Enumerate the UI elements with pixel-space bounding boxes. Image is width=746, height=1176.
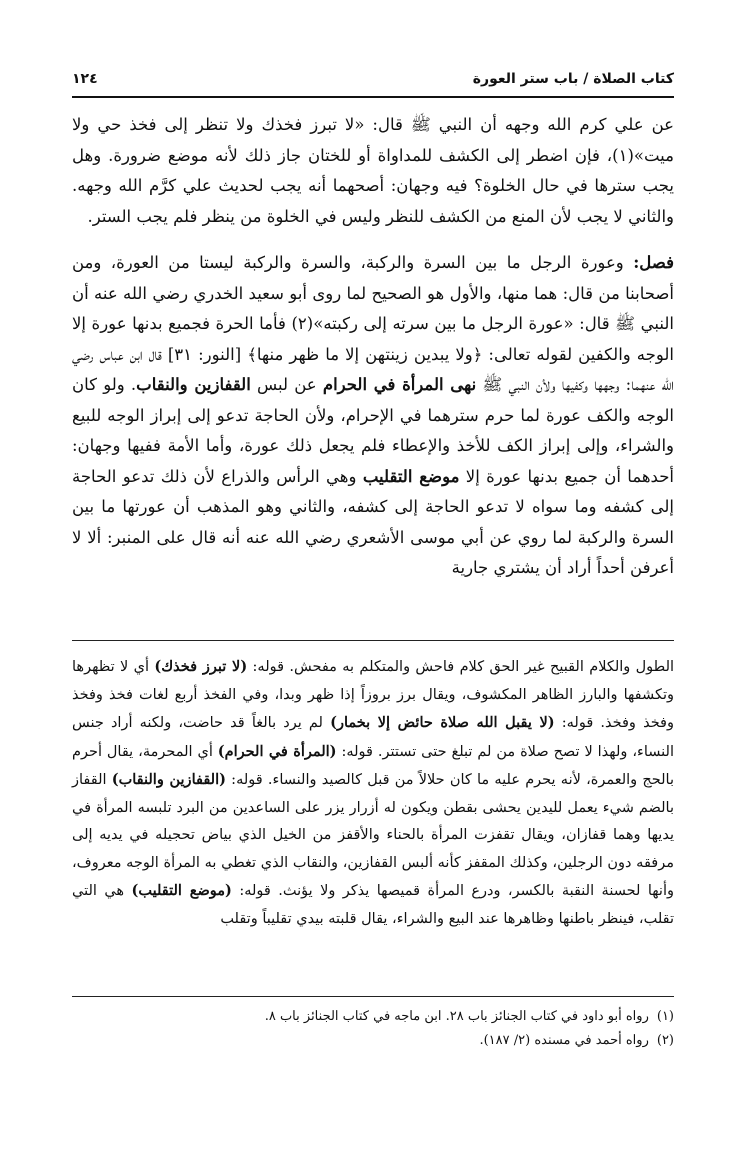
text-run: وعورة الرجل ما بين السرة والركبة، والسرة والركبة ليستا من العورة، ومن أصحابنا من قال: هما منها، والأول هو الصحيح لما روى أبو سعيد الخدري رضي الله عنه أن النبي ﷺ قال: «عورة الرجل ما بين سرته إلى ركبته»(٢) فأما الحرة فجميع بدنها عورة إلا الوجه والكفين لقوله تعالى: ﴿ولا يبدين زينتهن إلا ما ظهر منها﴾ [النور: ٣١] قال ابن عباس رضي الله عنهما: وجهها وكفيها ولأن النبي ﷺ [72,253,674,394]
keyword: (لا تبرز فخذك) [154,658,248,675]
header-divider [72,96,674,98]
keyword: (لا يقبل الله صلاة حائض إلا بخمار) [330,714,555,731]
keyword: نهى المرأة في الحرام [322,375,477,394]
section-lead: فصل: [633,253,674,272]
main-text [72,110,674,584]
text-run: لم يرد بالغاً قد حاضت، ولكنه أراد جنس النساء، ولهذا لا تصح صلاة من لم تبلغ حتى تستتر. قوله: [72,715,674,760]
keyword: (المرأة في الحرام) [217,742,337,760]
footnote-item [72,1029,674,1053]
text-run: القفاز بالضم شيء يعمل لليدين يحشى بقطن ويكون له أزرار يزر على الساعدين من البرد تلبسه المرأة في يديها وهما قفازان، ويقال تقفزت المرأة بالحناء والأقفز من الخيل الذي بياض تحجيله في يديه إلى مرفقه دون الرجلين، وكذلك المقفز كأنه ألبس القفازين، والنقاب الذي تغطي به المرأة الوجه معروف، وأنها لحسنة النقبة بالكسر، ودرع المرأة قميصها يذكر ولا يؤنث. قوله: [72,772,674,899]
text-run: الطول والكلام القبيح غير الحق كلام فاحش والمتكلم به مفحش. قوله: [247,659,675,675]
text-run: وهي الرأس والذراع لأن ذلك تدعو الحاجة إلى كشفه وما سواه لا تدعو الحاجة إلى كشفه، والثاني وهو المذهب أن عورتها ما بين السرة والركبة لما روي عن أبي موسى الأشعري رضي الله عنه أنه قال على المنبر: ألا لا أعرفن أحداً أراد أن يشتري جارية [72,466,674,577]
footnote-item [72,1005,674,1029]
footnote-number: (٢) [656,1033,674,1048]
keyword: (موضع التقليب) [131,882,232,899]
footnote-number: (١) [656,1009,674,1024]
text-run: عن لبس [250,375,323,394]
text-run: أي لا تظهرها وتكشفها والبارز الظاهر المكشوف، ويقال برز بروزاً إذا ظهر وبدا، وفي الفخذ أربع لغات فخذ وفخذ وفخذ وفخذ. قوله: [72,659,674,731]
commentary-divider [72,640,674,641]
keyword: (القفازين والنقاب) [111,771,226,788]
keyword: موضع التقليب [362,466,460,486]
main-paragraph-1: عن علي كرم الله وجهه أن النبي ﷺ قال: «لا تبرز فخذك ولا تنظر إلى فخذ حي ولا ميت»(١)، فإن اضطر إلى الكشف للمداواة أو للختان جاز ذلك لأنه موضع ضرورة. وهل يجب سترها في حال الخلوة؟ فيه وجهان: أصحهما أنه يجب لحديث علي كرَّم الله وجهه. والثاني لا يجب لأن المنع من الكشف للنظر وليس في الخلوة من ينظر فلم يجب الستر. [72,115,674,226]
running-title: كتاب الصلاة / باب ستر العورة [472,71,674,87]
keyword: القفازين والنقاب [136,375,251,394]
main-paragraph-2 [72,248,674,584]
page-number: ١٢٤ [72,71,98,87]
text-run: هي التي تقلب، فينظر باطنها وظاهرها عند البيع والشراء، يقال قلبته بيدي تقليباً وتقلب [72,883,674,927]
text-run: أي المحرمة، يقال أحرم بالحج والعمرة، لأنه يحرم عليه ما كان حلالاً من قبل كالصيد والنساء. قوله: [72,743,674,788]
footnote-text: رواه أحمد في مسنده (٢/ ١٨٧). [479,1033,649,1048]
footnote-divider [72,996,674,997]
commentary-text [72,653,674,933]
text-run: . ولو كان الوجه والكف عورة لما حرم سترهما في الإحرام، ولأن الحاجة تدعو إلى إبراز الوجه للبيع والشراء، وإلى إبراز الكف للأخذ والإعطاء فلم يجعل ذلك عورة، وأما الأمة ففيها وجهان: أحدهما أن جميع بدنها عورة إلا [72,375,674,486]
footnote-text: رواه أبو داود في كتاب الجنائز باب ٢٨. ابن ماجه في كتاب الجنائز باب ٨. [264,1009,649,1024]
page-header [72,66,674,92]
footnotes [72,1005,674,1053]
commentary-paragraph [72,653,674,933]
